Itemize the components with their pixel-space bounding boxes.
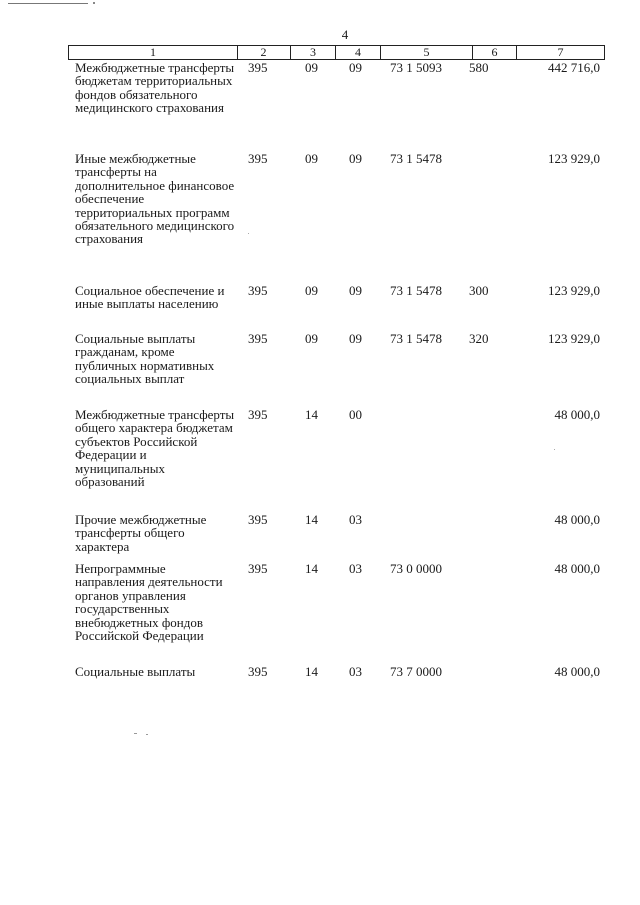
row-ved: 395 [248, 407, 268, 422]
row-ved: 395 [248, 283, 268, 298]
table-header [68, 45, 605, 59]
scan-speck [134, 733, 137, 734]
row-sum: 123 929,0 [548, 151, 600, 166]
row-pr: 09 [349, 331, 362, 346]
scan-speck [146, 734, 148, 735]
row-csr: 73 7 0000 [390, 664, 442, 679]
row-name: Социальные выплаты гражданам, кроме публичных нормативных социальных выплат [75, 331, 215, 387]
row-pr: 03 [349, 512, 362, 527]
row-rz: 14 [305, 561, 318, 576]
row-sum: 123 929,0 [548, 283, 600, 298]
header-col-3: 3 [291, 45, 336, 60]
row-vr: 580 [469, 60, 489, 75]
header-col-5: 5 [381, 45, 473, 60]
scan-speck [248, 233, 249, 234]
row-sum: 123 929,0 [548, 331, 600, 346]
row-pr: 09 [349, 60, 362, 75]
row-sum: 48 000,0 [554, 561, 600, 576]
header-col-6: 6 [473, 45, 517, 60]
row-name: Межбюджетные трансферты бюджетам территориальных фондов обязательного медицинского страхования [75, 60, 235, 116]
row-name: Социальное обеспечение и иные выплаты населению [75, 283, 225, 312]
row-vr: 300 [469, 283, 489, 298]
page-number: 4 [341, 27, 349, 42]
row-name: Иные межбюджетные трансферты на дополнительное финансовое обеспечение территориальных программ обязательного медицинского страхования [75, 151, 235, 247]
row-ved: 395 [248, 664, 268, 679]
row-rz: 14 [305, 407, 318, 422]
scan-artifact-dot [93, 2, 95, 4]
header-col-7: 7 [517, 45, 605, 60]
row-pr: 00 [349, 407, 362, 422]
scan-speck [554, 449, 555, 450]
row-rz: 14 [305, 512, 318, 527]
row-name: Межбюджетные трансферты общего характера бюджетам субъектов Российской Федерации и муниципальных образований [75, 407, 235, 490]
row-csr: 73 1 5478 [390, 331, 442, 346]
row-ved: 395 [248, 561, 268, 576]
row-name: Социальные выплаты [75, 664, 196, 679]
row-csr: 73 1 5093 [390, 60, 442, 75]
header-col-2: 2 [237, 45, 291, 60]
row-csr: 73 0 0000 [390, 561, 442, 576]
row-pr: 03 [349, 664, 362, 679]
row-pr: 09 [349, 151, 362, 166]
row-sum: 48 000,0 [554, 512, 600, 527]
row-vr: 320 [469, 331, 489, 346]
row-sum: 48 000,0 [554, 407, 600, 422]
header-col-4: 4 [336, 45, 381, 60]
row-csr: 73 1 5478 [390, 283, 442, 298]
row-csr: 73 1 5478 [390, 151, 442, 166]
row-sum: 48 000,0 [554, 664, 600, 679]
row-ved: 395 [248, 512, 268, 527]
row-ved: 395 [248, 60, 268, 75]
row-pr: 09 [349, 283, 362, 298]
header-col-1: 1 [68, 45, 238, 60]
row-rz: 14 [305, 664, 318, 679]
row-pr: 03 [349, 561, 362, 576]
row-ved: 395 [248, 151, 268, 166]
row-rz: 09 [305, 151, 318, 166]
row-name: Прочие межбюджетные трансферты общего характера [75, 512, 207, 554]
row-rz: 09 [305, 331, 318, 346]
row-name: Непрограммные направления деятельности органов управления государственных внебюджетных фондов Российской Федерации [75, 561, 223, 644]
row-sum: 442 716,0 [548, 60, 600, 75]
row-rz: 09 [305, 60, 318, 75]
row-ved: 395 [248, 331, 268, 346]
row-rz: 09 [305, 283, 318, 298]
scan-artifact-line [8, 3, 88, 4]
